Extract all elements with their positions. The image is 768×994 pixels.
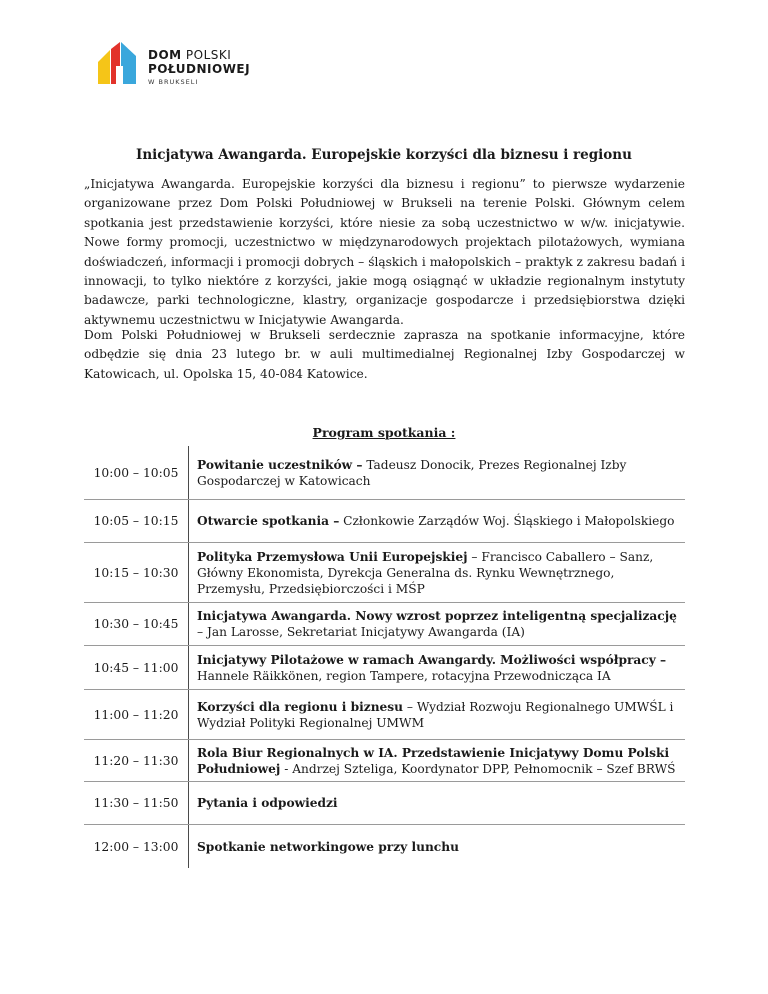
intro-paragraph: „Inicjatywa Awangarda. Europejskie korzyści dla biznesu i regionu” to pierwsze wydarzenie organizowane przez Dom Polski Południowej w Brukseli na terenie Polski. Głównym celem spotkania jest przedstawienie korzyści, które niesie za sobą uczestnictwo w w/w. inicjatywie. Nowe formy promocji, uczestnictwo w międzynarodowych projektach pilotażowych, wymiana doświadczeń, informacji i promocji dobrych – śląskich i małopolskich – praktyk z zakresu badań i innowacji, to tylko niektóre z korzyści, jakie mogą osiągnąć w układzie regionalnym instytuty badawcze, parki technologiczne, klastry, organizacje gospodarcze i przedsiębiorstwa dzięki aktywnemu uczestnictwu w Inicjatywie Awangarda. bbox=[84, 177, 685, 327]
schedule-item-title: Inicjatywy Pilotażowe w ramach Awangardy. Możliwości współpracy – bbox=[197, 652, 667, 667]
program-heading: Program spotkania : bbox=[312, 425, 456, 440]
logo-polski: POLSKI bbox=[181, 48, 232, 62]
schedule-item-title: Korzyści dla regionu i biznesu bbox=[197, 699, 404, 714]
schedule-item-title: Pytania i odpowiedzi bbox=[197, 796, 338, 810]
invitation-paragraph: Dom Polski Południowej w Brukseli serdecznie zaprasza na spotkanie informacyjne, które odbędzie się dnia 23 lutego br. w auli multimedialnej Regionalnej Izby Gospodarczej w Katowicach, ul. Opolska 15, 40-084 Katowice. bbox=[84, 328, 685, 381]
schedule-description bbox=[188, 652, 685, 684]
schedule-row bbox=[84, 825, 685, 868]
schedule-item-title: Polityka Przemysłowa Unii Europejskiej bbox=[197, 549, 468, 564]
schedule-time: 11:00 – 11:20 bbox=[93, 707, 179, 722]
schedule-description bbox=[188, 513, 674, 529]
schedule-time: 12:00 – 13:00 bbox=[93, 839, 179, 854]
schedule-time: 11:30 – 11:50 bbox=[93, 796, 179, 810]
schedule-item-detail: - Andrzej Szteliga, Koordynator DPP, Pełnomocnik – Szef BRWŚ bbox=[280, 761, 676, 776]
schedule-description bbox=[188, 549, 685, 597]
schedule-time: 10:45 – 11:00 bbox=[93, 660, 179, 675]
schedule-time: 10:15 – 10:30 bbox=[93, 565, 179, 580]
schedule-row bbox=[84, 603, 685, 646]
schedule-item-detail: Tadeusz Donocik, Prezes Regionalnej Izby Gospodarczej w Katowicach bbox=[197, 457, 627, 488]
schedule-time: 10:30 – 10:45 bbox=[93, 617, 179, 631]
schedule-item-title: Inicjatywa Awangarda. Nowy wzrost poprzez inteligentną specjalizację bbox=[197, 609, 677, 623]
schedule-item-detail: – Jan Larosse, Sekretariat Inicjatywy Awangarda (IA) bbox=[197, 625, 525, 639]
dom-polski-logo bbox=[96, 42, 296, 92]
schedule-item-title: Otwarcie spotkania – bbox=[197, 514, 340, 528]
schedule-row bbox=[84, 690, 685, 740]
schedule-description bbox=[188, 839, 459, 855]
schedule-row bbox=[84, 646, 685, 690]
logo-w-brukseli: W BRUKSELI bbox=[148, 78, 199, 86]
logo-poludniowej: POŁUDNIOWEJ bbox=[148, 62, 251, 76]
logo-dom: DOM bbox=[148, 48, 182, 62]
schedule-table bbox=[84, 446, 685, 868]
schedule-item-detail: – Francisco Caballero – Sanz, Główny Ekonomista, Dyrekcja Generalna ds. Rynku Wewnętrznego, Przemysłu, Przedsiębiorczości i MŚP bbox=[197, 549, 654, 596]
schedule-time: 11:20 – 11:30 bbox=[93, 753, 179, 768]
schedule-item-title: Rola Biur Regionalnych w IA. Przedstawienie Inicjatywy Domu Polski Południowej bbox=[197, 745, 670, 776]
schedule-row bbox=[84, 740, 685, 782]
house-logo-icon bbox=[96, 42, 140, 88]
schedule-description bbox=[188, 745, 685, 777]
schedule-row bbox=[84, 782, 685, 825]
logo-wordmark bbox=[148, 48, 250, 87]
schedule-item-detail: Hannele Räikkönen, region Tampere, rotacyjna Przewodnicząca IA bbox=[197, 668, 611, 683]
schedule-row bbox=[84, 446, 685, 500]
schedule-item-detail: Członkowie Zarządów Woj. Śląskiego i Małopolskiego bbox=[339, 514, 675, 528]
schedule-description bbox=[188, 608, 685, 640]
document-title: Inicjatywa Awangarda. Europejskie korzyści dla biznesu i regionu bbox=[136, 147, 632, 163]
schedule-time: 10:00 – 10:05 bbox=[93, 465, 179, 480]
schedule-description bbox=[188, 699, 685, 731]
schedule-row bbox=[84, 500, 685, 543]
schedule-item-detail: – Wydział Rozwoju Regionalnego UMWŚL i Wydział Polityki Regionalnej UMWM bbox=[197, 699, 674, 730]
schedule-description bbox=[188, 795, 338, 811]
schedule-row bbox=[84, 543, 685, 603]
schedule-item-title: Powitanie uczestników – bbox=[197, 457, 363, 472]
schedule-item-title: Spotkanie networkingowe przy lunchu bbox=[197, 839, 459, 854]
schedule-time: 10:05 – 10:15 bbox=[93, 514, 179, 528]
schedule-description bbox=[188, 457, 685, 489]
